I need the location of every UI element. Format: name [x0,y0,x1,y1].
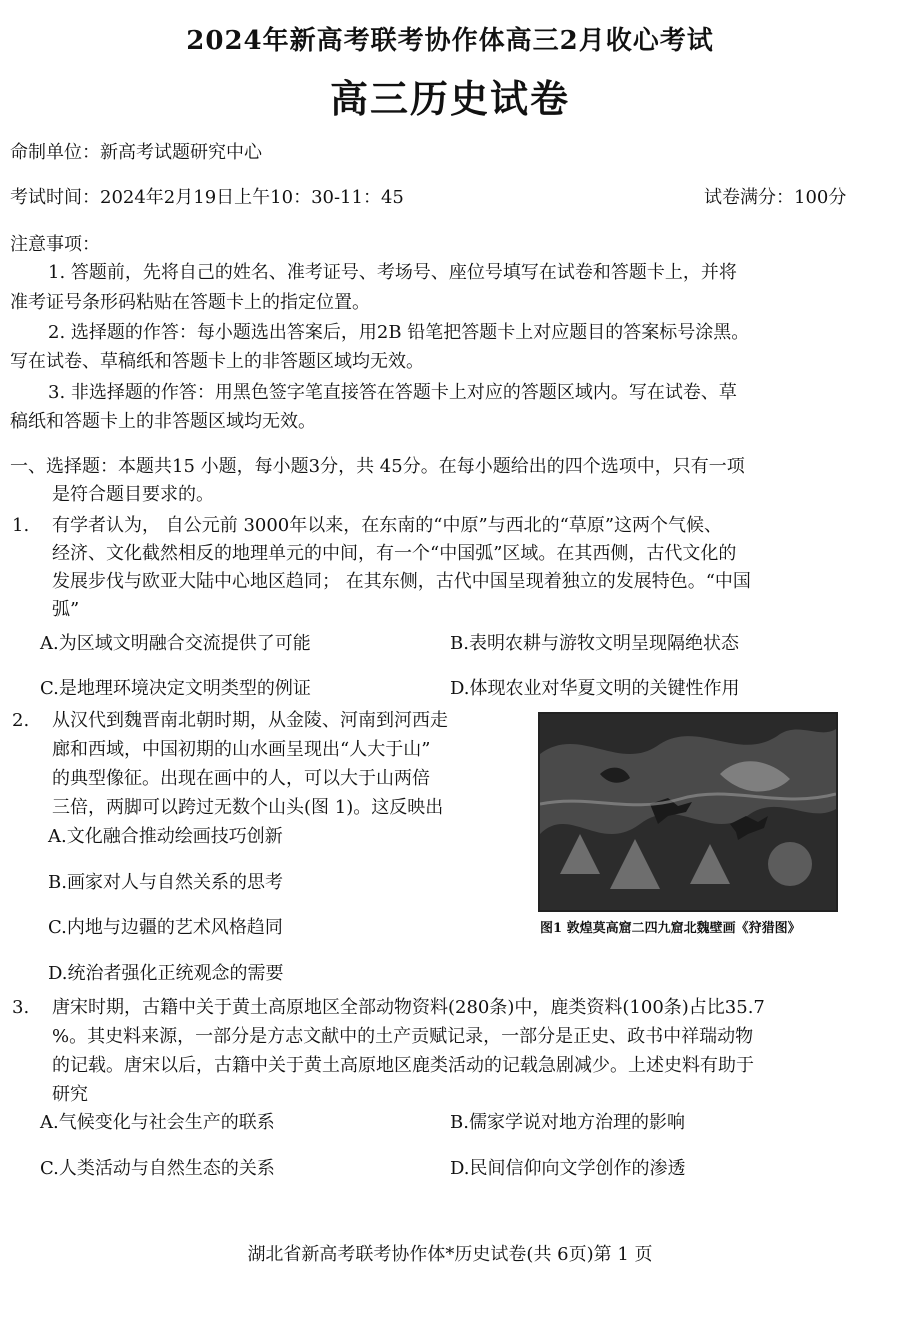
notice-line: 2. 选择题的作答：每小题选出答案后，用2B 铅笔把答题卡上对应题目的答案标号涂黑。 [48,322,750,343]
exam-title: 2024年新高考联考协作体高三2月收心考试 [186,26,714,56]
option-b: B.表明农耕与游牧文明呈现隔绝状态 [450,633,739,654]
option-c: C.人类活动与自然生态的关系 [40,1158,275,1179]
option-d: D.体现农业对华夏文明的关键性作用 [450,678,740,699]
notice-line: 写在试卷、草稿纸和答题卡上的非答题区域均无效。 [10,351,424,372]
question-text: 三倍，两脚可以跨过无数个山头(图 1)。这反映出 [52,797,444,818]
question-text: 唐宋时期，古籍中关于黄土高原地区全部动物资料(280条)中，鹿类资料(100条)占比35.7 [52,997,765,1018]
option-a: A.为区域文明融合交流提供了可能 [40,633,311,654]
option-a: A.文化融合推动绘画技巧创新 [48,826,283,847]
option-c: C.内地与边疆的艺术风格趋同 [48,917,283,938]
notice-line: 1. 答题前，先将自己的姓名、准考证号、考场号、座位号填写在试卷和答题卡上，并将 [48,262,737,283]
mural-illustration [540,714,836,910]
question-number: 3. [12,997,30,1018]
page-footer: 湖北省新高考联考协作体*历史试卷(共 6页)第 1 页 [247,1244,653,1265]
section-heading: 一、选择题：本题共15 小题，每小题3分，共 45分。在每小题给出的四个选项中，只有一项 [10,456,745,477]
question-text: 发展步伐与欧亚大陆中心地区趋同； 在其东侧，古代中国呈现着独立的发展特色。“中国 [52,571,751,592]
question-text: %。其史料来源，一部分是方志文献中的土产贡赋记录，一部分是正史、政书中祥瑞动物 [52,1026,754,1047]
option-b: B.画家对人与自然关系的思考 [48,872,283,893]
option-d: D.统治者强化正统观念的需要 [48,963,284,984]
notice-line: 3. 非选择题的作答：用黑色签字笔直接答在答题卡上对应的答题区域内。写在试卷、草 [48,382,737,403]
figure-caption: 图1 敦煌莫高窟二四九窟北魏壁画《狩猎图》 [540,921,801,936]
option-c: C.是地理环境决定文明类型的例证 [40,678,311,699]
full-score: 试卷满分：100分 [704,187,847,208]
mural-hunting-image [538,712,838,912]
question-text: 经济、文化截然相反的地理单元的中间，有一个“中国弧”区域。在其西侧，古代文化的 [52,543,737,564]
section-heading-cont: 是符合题目要求的。 [52,484,214,505]
question-text: 有学者认为， 自公元前 3000年以来，在东南的“中原”与西北的“草原”这两个气候、 [52,515,723,536]
question-text: 研究 [52,1084,88,1105]
notice-heading: 注意事项： [10,234,100,255]
exam-time: 考试时间：2024年2月19日上午10：30-11：45 [10,187,404,208]
question-number: 1. [12,515,30,536]
question-text: 从汉代到魏晋南北朝时期，从金陵、河南到河西走 [52,710,448,731]
question-number: 2. [12,710,30,731]
question-text: 的典型像征。出现在画中的人，可以大于山两倍 [52,768,430,789]
option-a: A.气候变化与社会生产的联系 [40,1112,275,1133]
compiler-line: 命制单位：新高考试题研究中心 [10,142,262,163]
notice-line: 稿纸和答题卡上的非答题区域均无效。 [10,411,316,432]
option-d: D.民间信仰向文学创作的渗透 [450,1158,686,1179]
notice-line: 准考证号条形码粘贴在答题卡上的指定位置。 [10,292,370,313]
question-text: 的记载。唐宋以后，古籍中关于黄土高原地区鹿类活动的记载急剧减少。上述史料有助于 [52,1055,754,1076]
paper-title: 高三历史试卷 [329,76,570,121]
question-text: 弧” [52,599,80,620]
option-b: B.儒家学说对地方治理的影响 [450,1112,685,1133]
question-text: 廊和西域，中国初期的山水画呈现出“人大于山” [52,739,431,760]
